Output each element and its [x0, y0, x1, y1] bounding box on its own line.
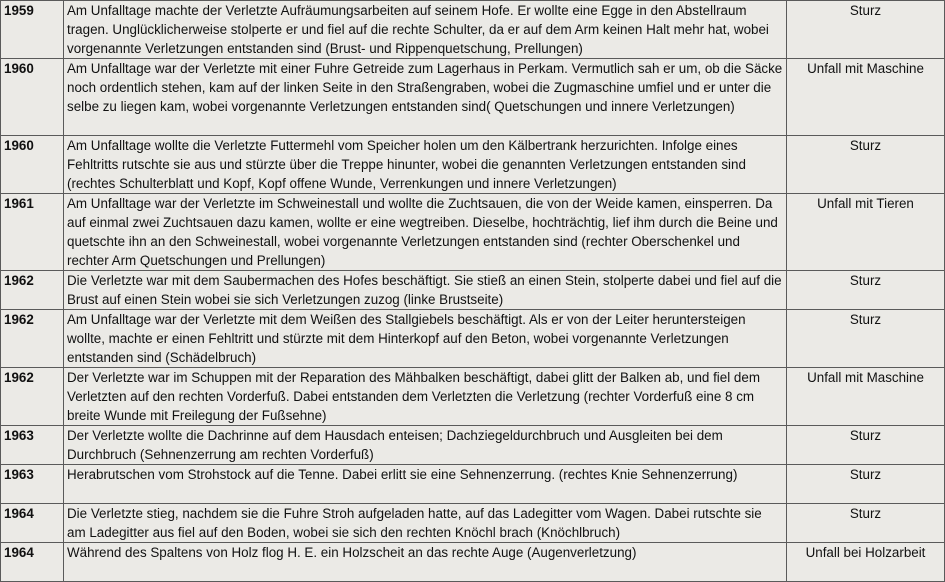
year-cell: 1961 — [1, 194, 64, 271]
description-cell: Der Verletzte war im Schuppen mit der Reparation des Mähbalken beschäftigt, dabei glitt der Balken ab, und fiel dem Verletzten auf den rechten Vorderfuß. Dabei entstanden dem Verletzten die Verletzung (rechter Vorderfuß eine 8 cm breite Wunde mit Freilegung der Fußsehne) — [64, 368, 787, 426]
table-row — [1, 1, 945, 59]
category-cell: Unfall mit Maschine — [787, 59, 945, 136]
category-cell: Sturz — [787, 136, 945, 194]
description-cell: Am Unfalltage machte der Verletzte Aufräumungsarbeiten auf seinem Hofe. Er wollte eine Egge in den Abstellraum tragen. Unglücklicherweise stolperte er und fiel auf die rechte Schulter, da er auf dem Arm keinen Halt mehr hat, wobei vorgenannte Verletzungen entstanden sind (Brust- und Rippenquetschung, Prellungen) — [64, 1, 787, 59]
category-cell: Sturz — [787, 465, 945, 504]
description-cell: Während des Spaltens von Holz flog H. E. ein Holzscheit an das rechte Auge (Augenverletzung) — [64, 543, 787, 582]
year-cell: 1963 — [1, 426, 64, 465]
description-cell: Am Unfalltage war der Verletzte mit einer Fuhre Getreide zum Lagerhaus in Perkam. Vermutlich sah er um, ob die Säcke noch ordentlich stehen, kam auf der linken Seite in den Straßengraben, wobei die Zugmaschine umfiel und er unter die selbe zu liegen kam, wobei vorgenannte Verletzungen entstanden sind( Quetschungen und innere Verletzungen) — [64, 59, 787, 136]
description-cell: Die Verletzte stieg, nachdem sie die Fuhre Stroh aufgeladen hatte, auf das Ladegitter vom Wagen. Dabei rutschte sie am Ladegitter aus fiel auf den Boden, wobei sie sich den rechten Knöchl brach (Knöchlbruch) — [64, 504, 787, 543]
year-cell: 1962 — [1, 368, 64, 426]
category-cell: Unfall bei Holzarbeit — [787, 543, 945, 582]
year-cell: 1959 — [1, 1, 64, 59]
description-cell: Die Verletzte war mit dem Saubermachen des Hofes beschäftigt. Sie stieß an einen Stein, stolperte dabei und fiel auf die Brust auf einen Stein wobei sie sich Verletzungen zuzog (linke Brustseite) — [64, 271, 787, 310]
description-cell: Der Verletzte wollte die Dachrinne auf dem Hausdach enteisen; Dachziegeldurchbruch und Ausgleiten bei dem Durchbruch (Sehnenzerrung am rechten Vorderfuß) — [64, 426, 787, 465]
table-row — [1, 136, 945, 194]
category-cell: Unfall mit Maschine — [787, 368, 945, 426]
category-cell: Sturz — [787, 1, 945, 59]
year-cell: 1964 — [1, 504, 64, 543]
category-cell: Sturz — [787, 271, 945, 310]
table-row — [1, 271, 945, 310]
table-row — [1, 194, 945, 271]
description-cell: Am Unfalltage wollte die Verletzte Futtermehl vom Speicher holen um den Kälbertrank herzurichten. Infolge eines Fehltritts rutschte sie aus und stürzte über die Treppe hinunter, wobei die genannten Verletzungen entstanden sind (rechtes Schulterblatt und Kopf, Kopf offene Wunde, Verrenkungen und innere Verletzungen) — [64, 136, 787, 194]
table-row — [1, 310, 945, 368]
year-cell: 1960 — [1, 136, 64, 194]
category-cell: Unfall mit Tieren — [787, 194, 945, 271]
table-row — [1, 504, 945, 543]
year-cell: 1962 — [1, 271, 64, 310]
table-row — [1, 465, 945, 504]
year-cell: 1964 — [1, 543, 64, 582]
year-cell: 1960 — [1, 59, 64, 136]
category-cell: Sturz — [787, 310, 945, 368]
category-cell: Sturz — [787, 504, 945, 543]
description-cell: Herabrutschen vom Strohstock auf die Tenne. Dabei erlitt sie eine Sehnenzerrung. (rechtes Knie Sehnenzerrung) — [64, 465, 787, 504]
table-row — [1, 59, 945, 136]
table-row — [1, 368, 945, 426]
description-cell: Am Unfalltage war der Verletzte mit dem Weißen des Stallgiebels beschäftigt. Als er von der Leiter heruntersteigen wollte, machte er einen Fehltritt und stürzte mit dem Hinterkopf auf den Beton, wobei vorgenannte Verletzungen entstanden sind (Schädelbruch) — [64, 310, 787, 368]
description-cell: Am Unfalltage war der Verletzte im Schweinestall und wollte die Zuchtsauen, die von der Weide kamen, einsperren. Da auf einmal zwei Zuchtsauen dazu kamen, wollte er eine wegtreiben. Dieselbe, hochträchtig, lief ihm durch die Beine und quetschte ihn an den Schweinestall, wobei vorgenannte Verletzungen entstanden sind (rechter Oberschenkel und rechter Arm Quetschungen und Prellungen) — [64, 194, 787, 271]
category-cell: Sturz — [787, 426, 945, 465]
year-cell: 1962 — [1, 310, 64, 368]
year-cell: 1963 — [1, 465, 64, 504]
table-row — [1, 426, 945, 465]
table-row — [1, 543, 945, 582]
